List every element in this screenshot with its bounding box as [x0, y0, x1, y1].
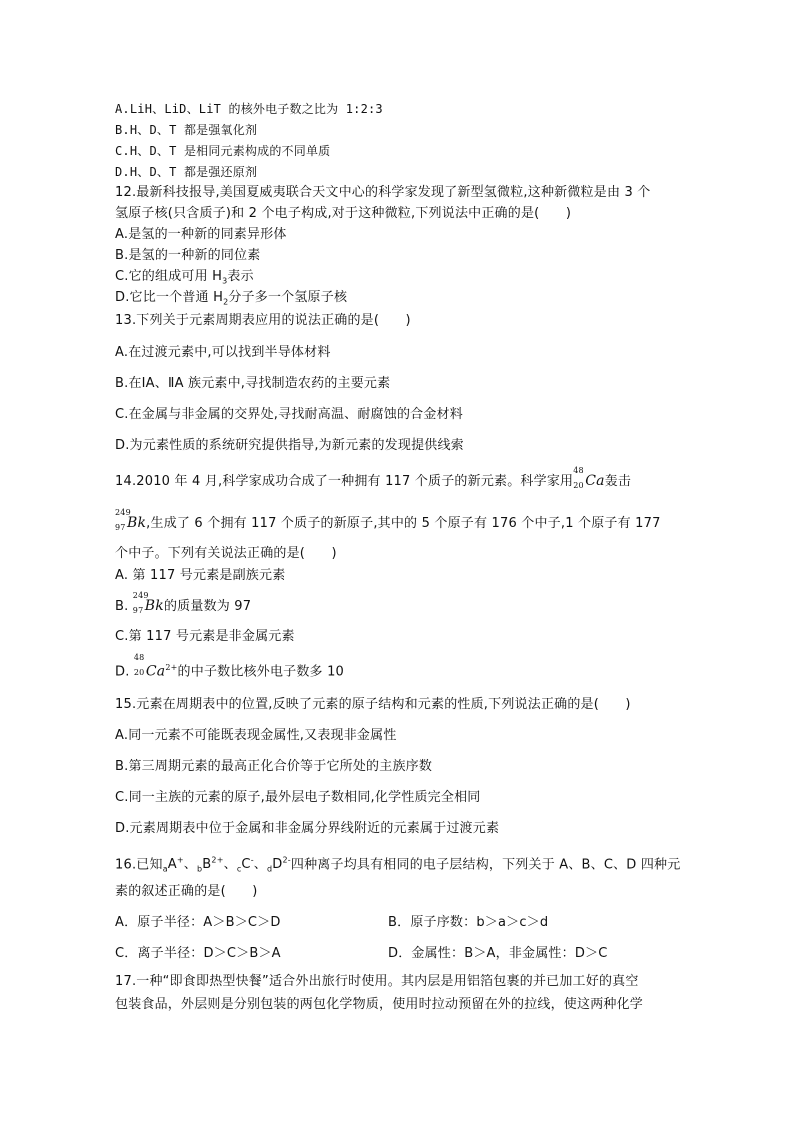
q14-stem-line1-end: 轰击 [604, 474, 632, 489]
ion-c: $_c$C-、 [236, 856, 267, 874]
q12-option-c-pre: C.它的组成可用 H [115, 269, 223, 284]
q13-option-a: A.在过渡元素中,可以找到半导体材料 [115, 345, 331, 360]
q15-option-c: C.同一主族的元素的原子,最外层电子数相同,化学性质完全相同 [115, 790, 481, 805]
q12-option-c-post: 表示 [227, 269, 254, 284]
calcium-ion-nuclide: 48 20 $Ca^{2+}$ [133, 653, 178, 680]
berkelium-249-nuclide-option: 249 97 Bk [132, 591, 164, 615]
q12-option-d-pre: D.它比一个普通 H [115, 290, 224, 305]
q12-stem-line2: 氢原子核(只含质子)和 2 个电子构成,对于这种微粒,下列说法中正确的是( ) [115, 206, 572, 221]
q14-option-c: C.第 117 号元素是非金属元素 [115, 629, 295, 644]
q14-stem-line2-text: ,生成了 6 个拥有 117 个质子的新原子,其中的 5 个原子有 176 个中子,1 个原子有 177 [146, 516, 661, 531]
q16-option-c: C．离子半径：D＞C＞B＞A [115, 946, 281, 961]
q16-option-d: D．金属性：B＞A，非金属性：D＞C [388, 946, 608, 961]
q14-option-a: A. 第 117 号元素是副族元素 [115, 568, 286, 583]
calcium-48-nuclide: 48 20 Ca [573, 466, 605, 490]
q12-option-c-subscript: 3 [222, 276, 228, 286]
q14-option-d: D. 48 20 $Ca^{2+}$的中子数比核外电子数多 10 [115, 653, 345, 680]
q17-stem-line2: 包装食品，外层则是分别包装的两包化学物质，使用时拉动预留在外的拉线，使这两种化学 [115, 997, 644, 1012]
q15-stem: 15.元素在周期表中的位置,反映了元素的原子结构和元素的性质,下列说法正确的是( ) [115, 697, 631, 712]
ion-a: $_a$A+、 [162, 856, 197, 874]
q15-option-b: B.第三周期元素的最高正化合价等于它所处的主族序数 [115, 759, 433, 774]
berkelium-249-nuclide: 249 97 Bk [115, 508, 147, 532]
q12-option-b: B.是氢的一种新的同位素 [115, 248, 261, 263]
q14-stem-line1-text: 14.2010 年 4 月,科学家成功合成了一种拥有 117 个质子的新元素。科学家用 [115, 474, 574, 489]
q11-option-b: B.H、D、T 都是强氧化剂 [115, 123, 258, 137]
q15-option-d: D.元素周期表中位于金属和非金属分界线附近的元素属于过渡元素 [115, 821, 500, 836]
q16-option-b: B．原子序数：b＞a＞c＞d [388, 915, 549, 930]
q17-stem-line1: 17.一种“即食即热型快餐”适合外出旅行时使用。其内层是用铝箔包裹的并已加工好的真空 [115, 974, 639, 989]
ion-b: $_bB^{2+}$、 [197, 856, 237, 874]
q16-stem-line2: 素的叙述正确的是( ) [115, 884, 258, 899]
q13-option-d: D.为元素性质的系统研究提供指导,为新元素的发现提供线索 [115, 438, 464, 453]
q11-option-d: D.H、D、T 都是强还原剂 [115, 165, 258, 179]
q14-option-b: B. 249 97 Bk的质量数为 97 [115, 591, 252, 615]
q14-stem-line2 [115, 508, 661, 532]
q12-option-d-subscript: 2 [223, 297, 229, 307]
q13-stem: 13.下列关于元素周期表应用的说法正确的是( ) [115, 313, 411, 328]
q11-option-a: A.LiH、LiD、LiT 的核外电子数之比为 1:2:3 [115, 102, 383, 116]
q13-option-b: B.在ⅠA、ⅡA 族元素中,寻找制造农药的主要元素 [115, 376, 391, 391]
q12-option-a: A.是氢的一种新的同素异形体 [115, 227, 287, 242]
q11-option-c: C.H、D、T 是相同元素构成的不同单质 [115, 144, 331, 158]
q12-stem-line1: 12.最新科技报导,美国夏威夷联合天文中心的科学家发现了新型氢微粒,这种新微粒是由 3 个 [115, 185, 651, 200]
q15-option-a: A.同一元素不可能既表现金属性,又表现非金属性 [115, 728, 397, 743]
q14-stem-line3: 个中子。下列有关说法正确的是( ) [115, 546, 337, 561]
q12-option-c [115, 269, 254, 290]
ion-d: $_dD^{2-}$ [267, 856, 291, 874]
q16-option-a: A．原子半径：A＞B＞C＞D [115, 915, 281, 930]
q13-option-c: C.在金属与非金属的交界处,寻找耐高温、耐腐蚀的合金材料 [115, 407, 463, 422]
q14-stem-line1 [115, 466, 632, 490]
q12-option-d [115, 290, 347, 311]
q16-stem-line1: 16.已知$_a$A+、$_bB^{2+}$、$_c$C-、$_dD^{2-}$四种离子均具有相同的电子层结构，下列关于 A、B、C、D 四种元 [115, 856, 681, 874]
q12-option-d-post: 分子多一个氢原子核 [228, 290, 348, 305]
